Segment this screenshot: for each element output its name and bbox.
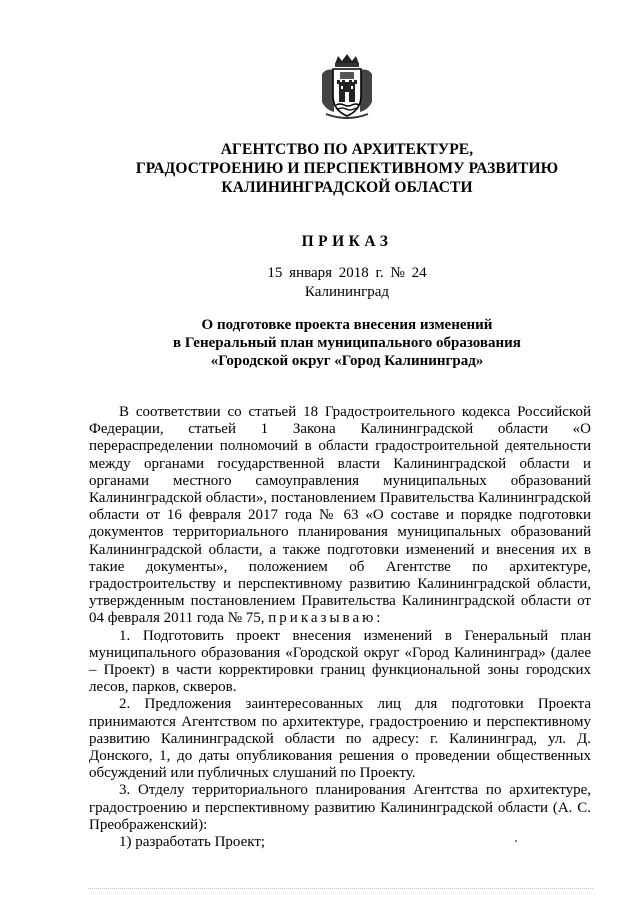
agency-name-line-2: ГРАДОСТРОЕНИЮ И ПЕРСПЕКТИВНОМУ РАЗВИТИЮ: [135, 160, 559, 177]
subject-line-3: «Городской округ «Город Калининград»: [210, 353, 484, 369]
document-city: Калининград: [304, 284, 390, 300]
document-date-number: 15 января 2018 г. № 24: [267, 265, 427, 281]
preamble-text: В соответствии со статьей 18 Градостроительного кодекса Российской Федерации, статьей 1 Закона Калининградской области «О перераспределении полномочий в области градостроительной деятельности между органами государственной власти Калининградской области и органами местного самоуправления муниципальных образований Калининградской области», постановлением Правительства Калининградской области от 16 февраля 2017 года № 63 «О составе и порядке подготовки документов территориального планирования муниципальных образований Калининградской области, а также подготовки изменений и внесения их в такие документы», положением об Агентстве по архитектуре, градостроительству и перспективному развитию Калининградской области, утвержденным постановлением Правительства Калининградской области от 04 февраля 2011 года № 75,: [89, 404, 591, 627]
document-body: [89, 404, 591, 851]
subject-line-2: в Генеральный план муниципального образования: [173, 335, 521, 351]
document-type-title: ПРИКАЗ: [301, 233, 393, 250]
order-item-2: 2. Предложения заинтересованных лиц для подготовки Проекта принимаются Агентством по архитектуре, градостроению и перспективному развитию Калининградской области по адресу: г. Калининград, ул. Д. Донского, 1, до даты опубликования решения о проведении общественных обсуждений или публичных слушаний по Проекту.: [89, 696, 591, 782]
order-word: приказываю:: [268, 610, 384, 627]
order-item-3: 3. Отделу территориального планирования Агентства по архитектуре, градостроению и перспективному развитию Калининградской области (А. С. Преображенский):: [89, 782, 591, 833]
agency-name-line-1: АГЕНТСТВО ПО АРХИТЕКТУРЕ,: [220, 141, 474, 158]
agency-name: [120, 140, 574, 197]
order-item-1: 1. Подготовить проект внесения изменений в Генеральный план муниципального образования «Городской округ «Город Калининград» (далее – Проект) в части корректировки границ функциональной зоны городских лесов, парков, скверов.: [89, 627, 591, 696]
scan-artifact-line: [88, 888, 593, 890]
order-item-3-subitem-1: 1) разработать Проект;: [119, 834, 266, 851]
coat-of-arms-emblem: [318, 52, 376, 120]
agency-name-line-3: КАЛИНИНГРАДСКОЙ ОБЛАСТИ: [221, 179, 473, 196]
document-subject: [120, 316, 574, 370]
scan-speck: [515, 840, 517, 842]
subject-line-1: О подготовке проекта внесения изменений: [201, 317, 493, 333]
preamble-paragraph: [89, 404, 591, 628]
